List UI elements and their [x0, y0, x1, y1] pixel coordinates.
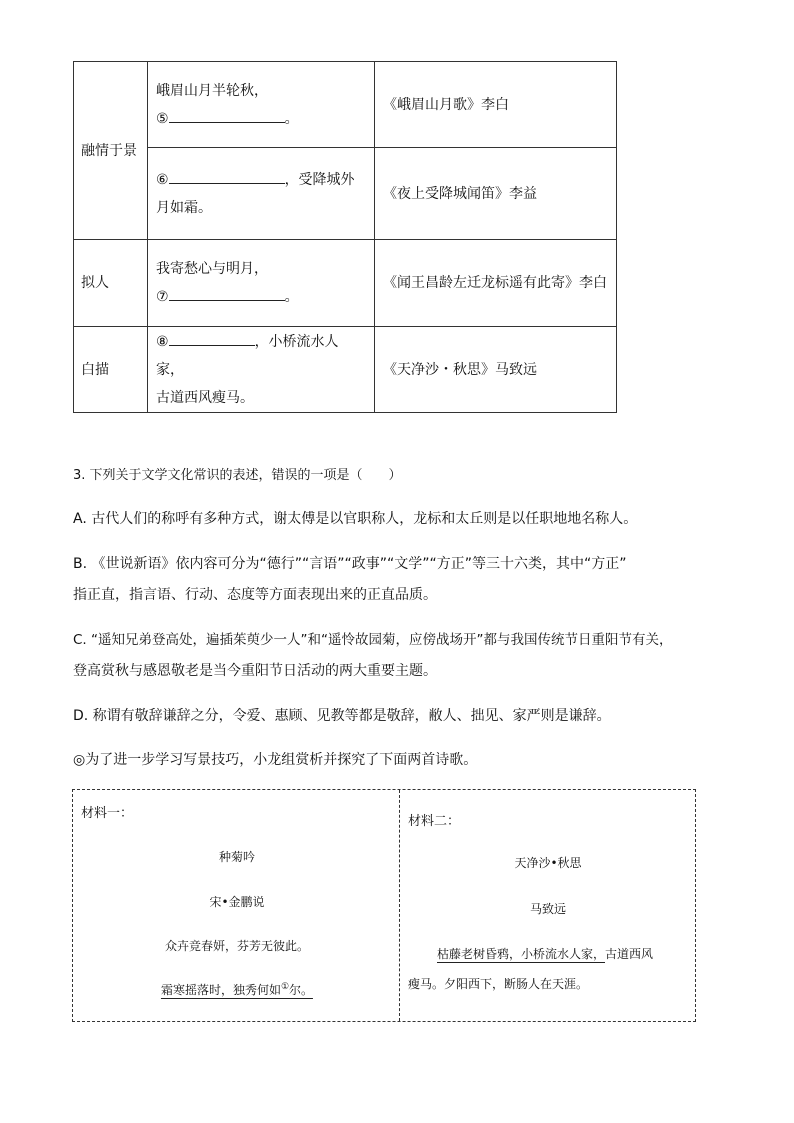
verse-line: ，受降城外 [284, 171, 355, 188]
material1-author: 宋•金鹏说 [209, 895, 265, 909]
verse-cell [148, 62, 375, 148]
material1-title: 种菊吟 [218, 850, 256, 864]
verse-line: 峨眉山月半轮秋， [156, 82, 268, 99]
option-c-continued: 登高赏秋与感恩敬老是当今重阳节日活动的两大重要主题。 [73, 663, 437, 679]
material1-line2-text: 霜寒摇落时，独秀何如 [160, 983, 281, 997]
material-divider [399, 790, 400, 1021]
option-c[interactable]: C. “遥知兄弟登高处，遍插茱萸少一人”和“遥怜故园菊，应傍战场开”都与我国传统节日重阳节有关， [73, 632, 673, 648]
table-row [74, 327, 617, 413]
material2-title: 天净沙•秋思 [514, 856, 582, 870]
verse-cell [148, 240, 375, 327]
source-cell: 《峨眉山月歌》李白 [375, 62, 617, 148]
material1-line2-end: 尔。 [289, 983, 314, 997]
source-cell: 《夜上受降城闻笛》李益 [375, 148, 617, 240]
material-box [72, 789, 696, 1022]
verse-line: ，小桥流水人家， [156, 333, 339, 378]
source-cell: 《天净沙・秋思》马致远 [375, 327, 617, 413]
blank-number: ⑦ [156, 289, 169, 305]
material2-underlined: 枯藤老树昏鸦，小桥流水人家， [437, 947, 606, 961]
blank-number: ⑥ [156, 171, 169, 188]
verse-line: 古道西风瘦马。 [156, 389, 254, 406]
option-b-continued: 指正直，指言语、行动、态度等方面表现出来的正直品质。 [73, 587, 437, 603]
answer-blank[interactable] [169, 329, 255, 346]
option-d[interactable]: D. 称谓有敬辞谦辞之分，令爱、惠顾、见教等都是敬辞，敝人、拙见、家严则是谦辞。 [73, 708, 611, 724]
intro-text: ◎为了进一步学习写景技巧，小龙组赏析并探究了下面两首诗歌。 [73, 752, 478, 768]
material2-line2: 瘦马。夕阳西下，断肠人在天涯。 [408, 977, 589, 991]
material2-label: 材料二： [408, 814, 461, 829]
material2-line1 [437, 945, 653, 962]
verse-cell [148, 327, 375, 413]
category-cell: 拟人 [74, 240, 148, 327]
poem-technique-table [73, 61, 617, 413]
answer-blank[interactable] [169, 106, 285, 123]
blank-number: ⑤ [156, 110, 169, 127]
verse-line: 我寄愁心与明月， [156, 261, 268, 277]
category-cell: 白描 [74, 327, 148, 413]
material2-author: 马致远 [529, 902, 567, 916]
verse-punct: 。 [284, 110, 299, 127]
material1-label: 材料一： [81, 806, 134, 821]
source-cell: 《闻王昌龄左迁龙标遥有此寄》李白 [375, 240, 617, 327]
material1-line2 [161, 981, 313, 998]
option-b[interactable]: B. 《世说新语》依内容可分为“德行”“言语”“政事”“文学”“方正”等三十六类，其中“方正” [73, 556, 627, 572]
option-a[interactable]: A. 古代人们的称呼有多种方式，谢太傅是以官职称人，龙标和太丘则是以任职地地名称人。 [73, 511, 638, 527]
table-row [74, 62, 617, 148]
verse-cell [148, 148, 375, 240]
footnote-marker[interactable]: ① [280, 982, 290, 992]
table-row [74, 240, 617, 327]
blank-number: ⑧ [156, 333, 169, 350]
answer-blank[interactable] [169, 167, 285, 184]
material2-line1-rest: 古道西风 [605, 947, 654, 961]
answer-blank[interactable] [169, 284, 285, 301]
verse-punct: 。 [284, 289, 299, 305]
verse-line: 月如霜。 [156, 199, 212, 216]
category-cell: 融情于景 [74, 62, 148, 240]
table-row [74, 148, 617, 240]
material1-line1: 众卉竞春妍，芬芳无彼此。 [164, 939, 310, 953]
question-stem: 3. 下列关于文学文化常识的表述，错误的一项是（ ） [73, 468, 402, 483]
